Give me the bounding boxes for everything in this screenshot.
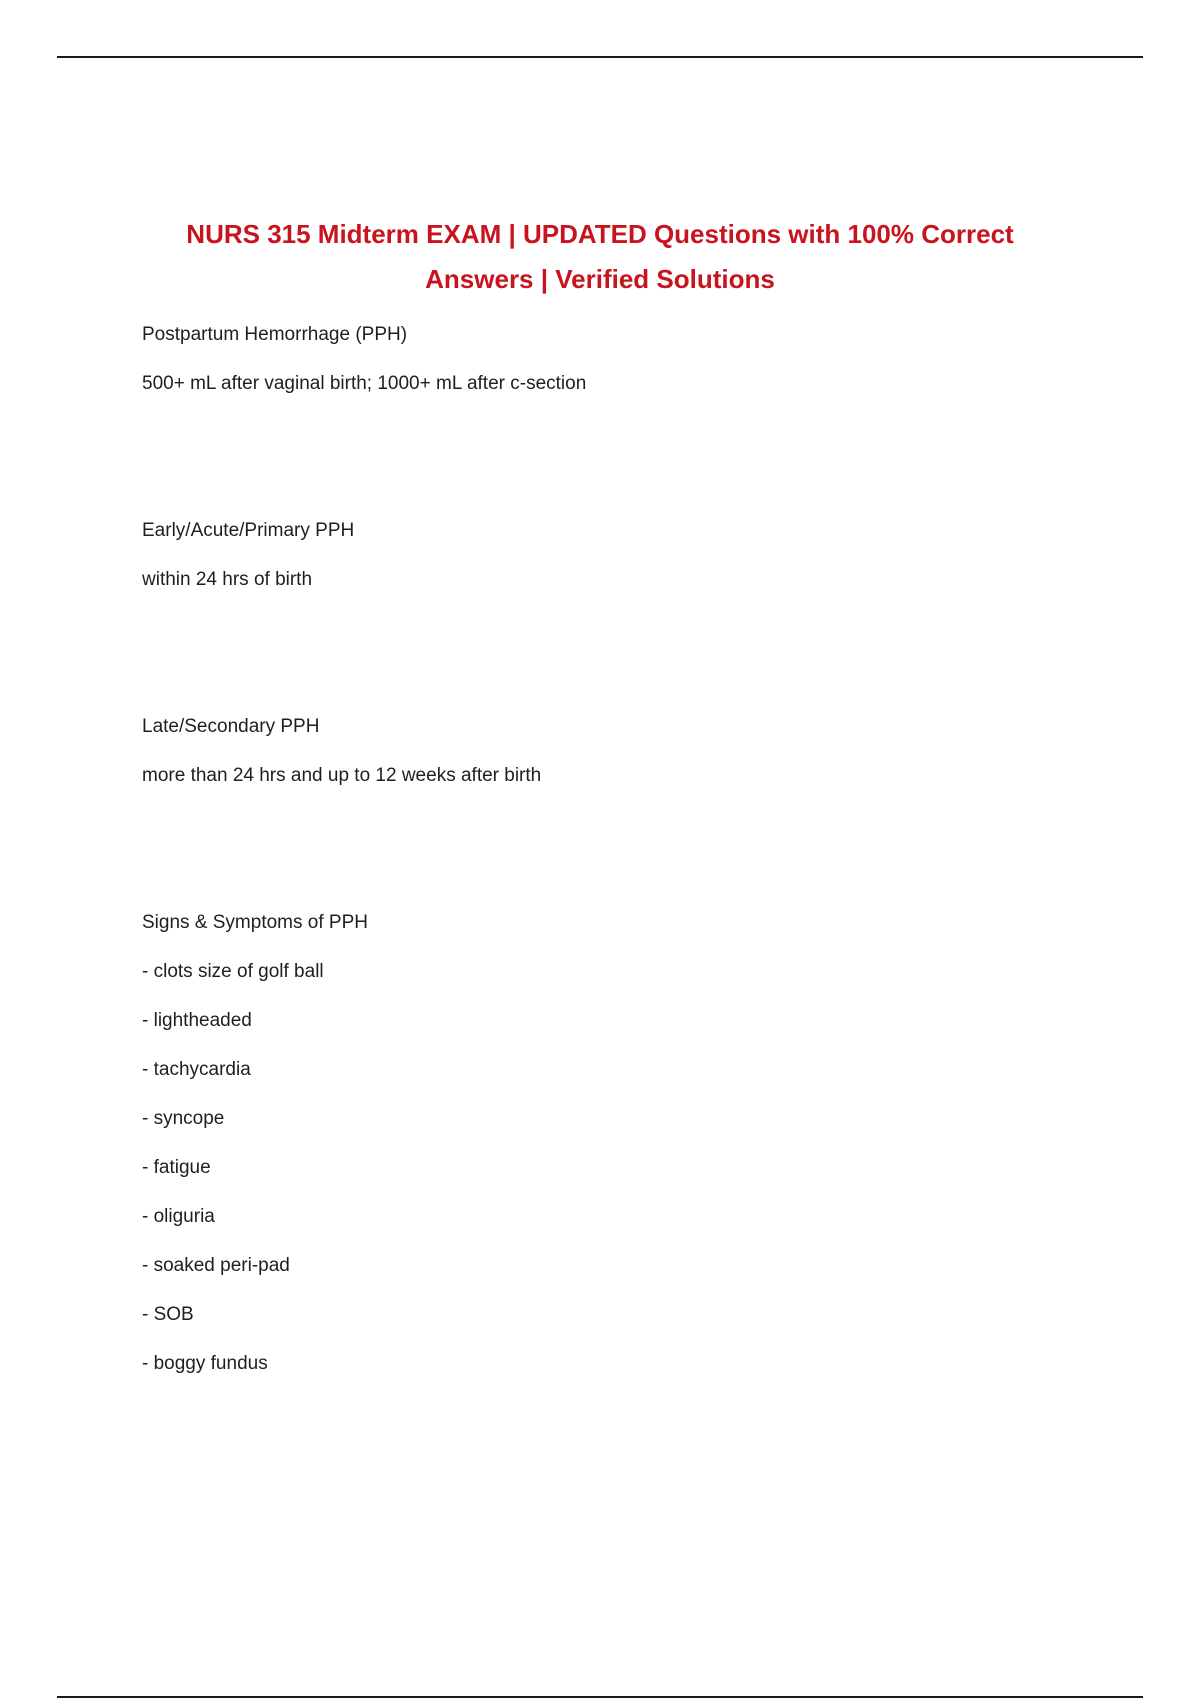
card-definition-early-pph: within 24 hrs of birth	[142, 569, 313, 590]
card-definition-late-pph: more than 24 hrs and up to 12 weeks after birth	[142, 765, 542, 786]
list-item-symptom: - lightheaded	[142, 1010, 252, 1031]
card-definition-pph: 500+ mL after vaginal birth; 1000+ mL after c-section	[142, 373, 587, 394]
list-item-symptom: - fatigue	[142, 1157, 211, 1178]
list-item-symptom: - clots size of golf ball	[142, 961, 324, 982]
card-term-early-pph: Early/Acute/Primary PPH	[142, 520, 355, 541]
card-term-pph: Postpartum Hemorrhage (PPH)	[142, 324, 408, 345]
document-title-line-1: NURS 315 Midterm EXAM | UPDATED Questions with 100% Correct	[186, 219, 1014, 249]
list-item-symptom: - tachycardia	[142, 1059, 251, 1080]
document-title-line-2: Answers | Verified Solutions	[425, 264, 775, 294]
list-item-symptom: - syncope	[142, 1108, 225, 1129]
header-rule	[57, 56, 1143, 58]
card-term-late-pph: Late/Secondary PPH	[142, 716, 320, 737]
list-item-symptom: - soaked peri-pad	[142, 1255, 290, 1276]
list-item-symptom: - SOB	[142, 1304, 194, 1325]
list-item-symptom: - boggy fundus	[142, 1353, 268, 1374]
list-item-symptom: - oliguria	[142, 1206, 215, 1227]
document-title	[140, 212, 1060, 302]
card-term-signs-symptoms: Signs & Symptoms of PPH	[142, 912, 368, 933]
footer-rule	[57, 1696, 1143, 1698]
